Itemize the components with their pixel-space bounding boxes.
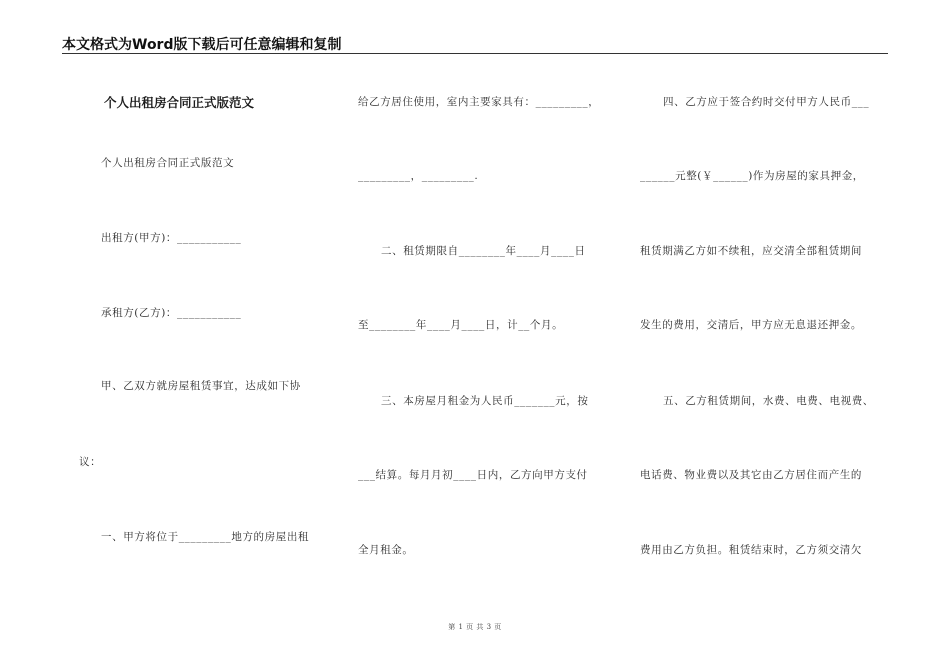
paragraph-line: 给乙方居住使用，室内主要家具有：_________， — [358, 96, 600, 108]
paragraph-line: 至________年____月____日，计__个月。 — [358, 319, 564, 331]
document-title: 个人出租房合同正式版范文 — [104, 95, 255, 110]
lessee-line: 承租方(乙方)：___________ — [101, 307, 242, 319]
clause-1-line: 一、甲方将位于_________地方的房屋出租 — [101, 531, 310, 543]
paragraph-line: ______元整(￥______)作为房屋的家具押金， — [640, 170, 864, 182]
download-banner: 本文格式为Word版下载后可任意编辑和复制 — [62, 37, 342, 53]
clause-2-line: 二、租赁期限自________年____月____日 — [381, 245, 586, 257]
paragraph-line: 发生的费用，交清后，甲方应无息退还押金。 — [640, 319, 862, 331]
page-number-footer: 第 1 页 共 3 页 — [448, 623, 502, 631]
clause-4-line: 四、乙方应于签合约时交付甲方人民币___ — [663, 96, 870, 108]
clause-3-line: 三、本房屋月租金为人民币_______元，按 — [381, 395, 589, 407]
paragraph-line: 电话费、物业费以及其它由乙方居住而产生的 — [640, 469, 862, 481]
paragraph-line: 甲、乙双方就房屋租赁事宜，达成如下协 — [101, 380, 301, 392]
paragraph-line: 租赁期满乙方如不续租，应交清全部租赁期间 — [640, 245, 862, 257]
clause-5-line: 五、乙方租赁期间，水费、电费、电视费、 — [663, 395, 874, 407]
header-rule — [62, 53, 888, 54]
paragraph-line: ___结算。每月月初____日内，乙方向甲方支付 — [358, 469, 588, 481]
paragraph-line: 全月租金。 — [358, 544, 414, 556]
paragraph-line: 费用由乙方负担。租赁结束时，乙方须交清欠 — [640, 544, 862, 556]
lessor-line: 出租方(甲方)：___________ — [101, 232, 242, 244]
paragraph-line: 个人出租房合同正式版范文 — [101, 157, 235, 169]
paragraph-line: 议： — [79, 456, 102, 468]
paragraph-line: _________，_________. — [358, 170, 479, 182]
